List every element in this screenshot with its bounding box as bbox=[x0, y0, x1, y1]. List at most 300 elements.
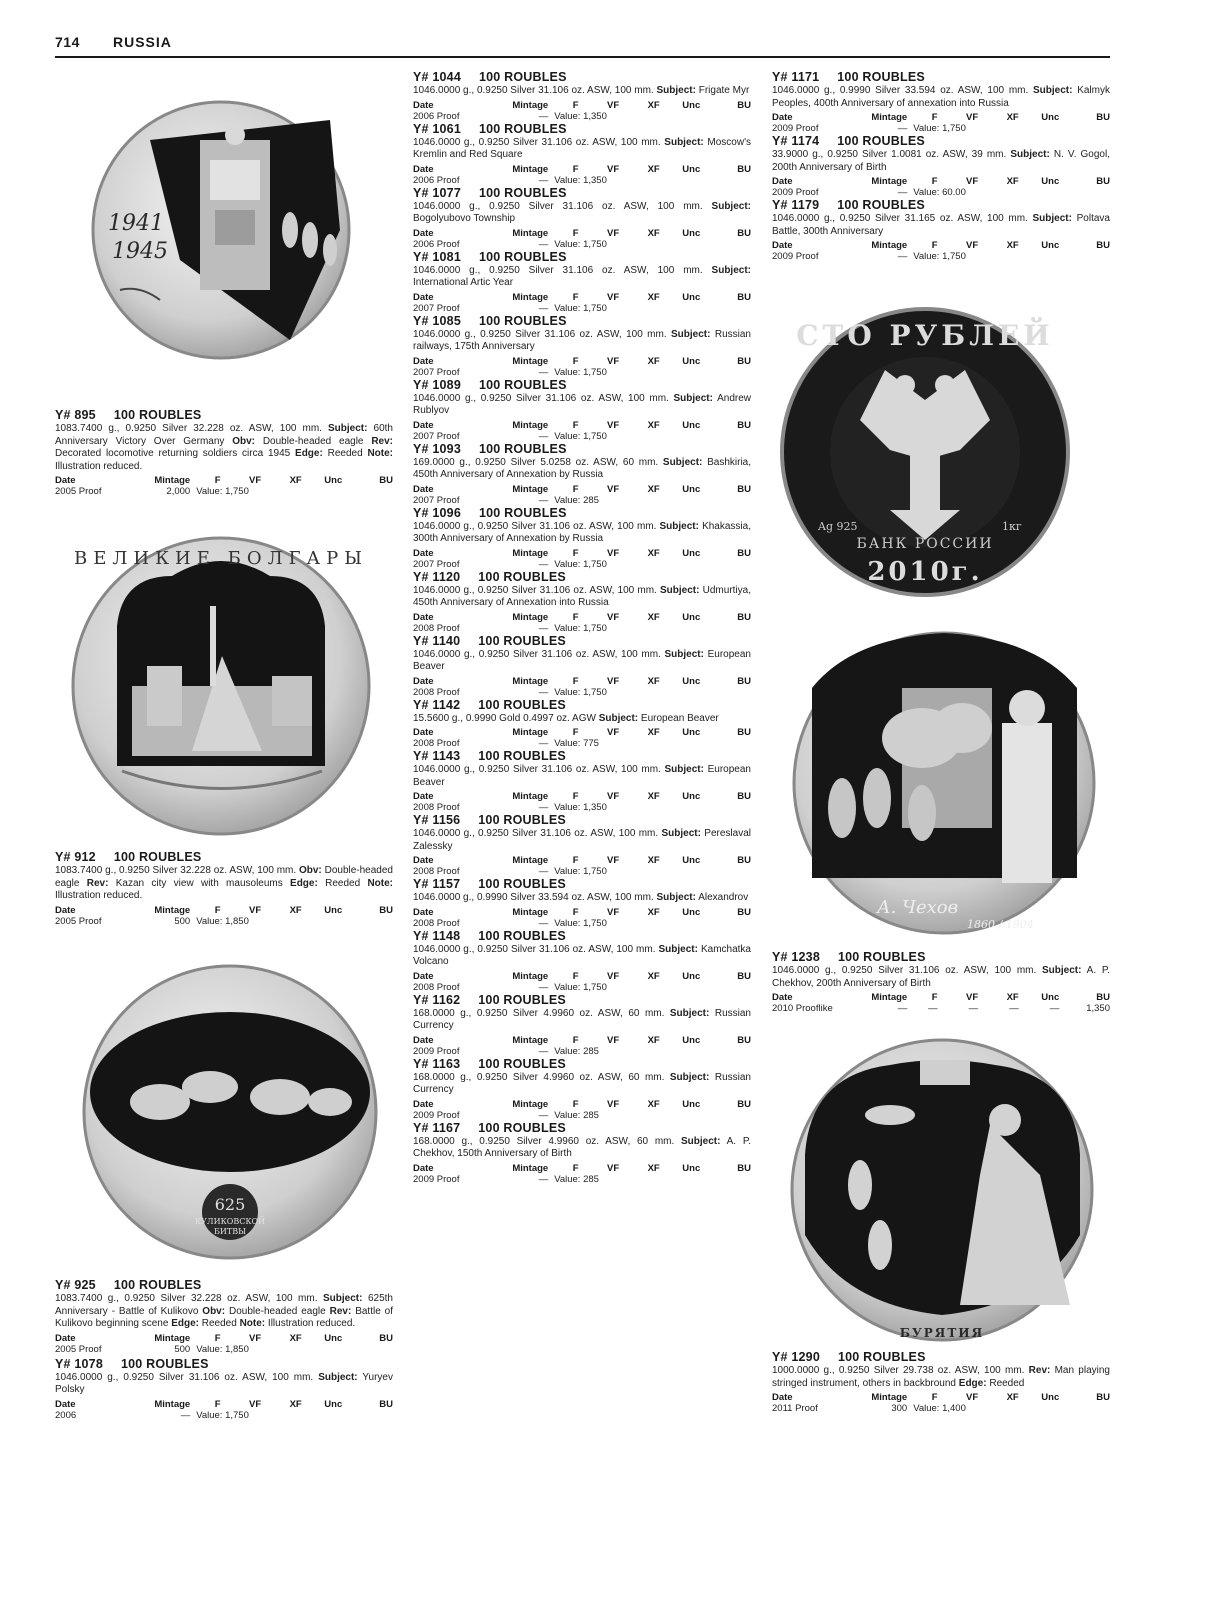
th-date: Date bbox=[772, 992, 793, 1003]
cell-date: 2008 Proof bbox=[413, 981, 460, 993]
table-row bbox=[413, 623, 751, 634]
entry-spec: 1046.0000 g., 0.9250 Silver 31.106 oz. ASW, 100 mm. bbox=[413, 943, 659, 955]
th-vf: VF bbox=[607, 675, 620, 687]
th-f: F bbox=[572, 547, 579, 559]
th-xf: XF bbox=[289, 1398, 302, 1410]
th-vf: VF bbox=[607, 611, 620, 623]
coin-legend-buryatia: БУРЯТИЯ bbox=[899, 1326, 985, 1340]
cell-mintage: — bbox=[538, 238, 549, 250]
entry-subject: Alexandrov bbox=[698, 892, 749, 903]
value-table bbox=[772, 174, 1110, 198]
entry-description bbox=[772, 213, 1110, 238]
th-f: F bbox=[572, 483, 579, 495]
entry-spec: 15.5600 g., 0.9990 Gold 0.4997 oz. AGW bbox=[413, 712, 599, 724]
value-table bbox=[772, 1390, 1110, 1414]
coin-entry bbox=[413, 442, 751, 506]
entry-spec: 1046.0000 g., 0.9250 Silver 31.106 oz. ASW, 100 mm. bbox=[413, 85, 657, 96]
th-unc: Unc bbox=[682, 611, 701, 623]
coin-entry bbox=[413, 570, 751, 634]
th-vf: VF bbox=[607, 1098, 620, 1110]
cell-value: Value: 1,750 bbox=[554, 981, 607, 993]
table-row bbox=[55, 1344, 393, 1355]
th-f: F bbox=[572, 227, 579, 239]
cell-unc: — bbox=[1049, 1003, 1060, 1014]
th-xf: XF bbox=[647, 483, 660, 495]
coin-entry bbox=[772, 198, 1110, 262]
th-mintage: Mintage bbox=[512, 483, 549, 495]
cell-mintage: — bbox=[538, 981, 549, 993]
cell-date: 2007 Proof bbox=[413, 366, 460, 378]
th-date: Date bbox=[413, 99, 434, 111]
th-xf: XF bbox=[647, 419, 660, 431]
entry-description bbox=[772, 149, 1110, 174]
cell-date: 2007 Proof bbox=[413, 302, 460, 314]
th-f: F bbox=[572, 291, 579, 303]
th-vf: VF bbox=[966, 992, 979, 1003]
th-unc: Unc bbox=[682, 791, 701, 802]
desc-label: Obv: bbox=[202, 1305, 226, 1317]
cell-value: Value: 1,400 bbox=[913, 1403, 966, 1414]
entry-description bbox=[413, 944, 751, 969]
value-table bbox=[55, 1397, 393, 1421]
desc-label: Subject: bbox=[328, 423, 368, 434]
table-row bbox=[413, 111, 751, 122]
value-table bbox=[413, 226, 751, 250]
th-f: F bbox=[931, 1392, 938, 1403]
entry-spec: 1046.0000 g., 0.9250 Silver 31.106 oz. ASW, 100 mm. bbox=[413, 200, 712, 212]
th-xf: XF bbox=[647, 99, 660, 111]
entry-spec: 168.0000 g., 0.9250 Silver 4.9960 oz. ASW, 60 mm. bbox=[413, 1135, 681, 1147]
desc-text: Reeded bbox=[198, 1318, 240, 1329]
entry-description bbox=[413, 764, 751, 789]
entry-y1238 bbox=[772, 950, 1110, 1014]
coin-legend-bottom: БАНК РОССИИ bbox=[856, 536, 994, 552]
subject-label: Subject: bbox=[660, 584, 700, 596]
cell-mintage: — bbox=[538, 366, 549, 378]
entry-spec: 169.0000 g., 0.9250 Silver 5.0258 oz. ASW, 60 mm. bbox=[413, 456, 663, 468]
coin-image-y925 bbox=[80, 962, 380, 1262]
table-row bbox=[413, 918, 751, 929]
entry-subject: Russian Currency bbox=[413, 1007, 751, 1031]
th-unc: Unc bbox=[682, 1098, 701, 1110]
cell-mintage: 500 bbox=[174, 915, 191, 927]
cell-date: 2006 Proof bbox=[413, 174, 460, 186]
th-vf: VF bbox=[607, 99, 620, 111]
cell-value: Value: 1,750 bbox=[554, 302, 607, 314]
cell-value: Value: 1,750 bbox=[554, 622, 607, 634]
th-unc: Unc bbox=[324, 475, 343, 486]
value-table bbox=[413, 674, 751, 698]
entry-id: Y# 1162 bbox=[413, 992, 461, 1007]
th-unc: Unc bbox=[682, 227, 701, 239]
th-vf: VF bbox=[607, 1162, 620, 1174]
cell-value: Value: 60.00 bbox=[913, 187, 966, 198]
entry-y925 bbox=[55, 1278, 393, 1421]
cell-mintage: 300 bbox=[891, 1403, 908, 1414]
desc-label: Subject: bbox=[323, 1293, 363, 1304]
th-f: F bbox=[572, 855, 579, 866]
entry-denomination: 100 ROUBLES bbox=[113, 408, 202, 422]
entry-spec: 168.0000 g., 0.9250 Silver 4.9960 oz. ASW, 60 mm. bbox=[413, 1071, 670, 1083]
th-mintage: Mintage bbox=[512, 291, 549, 303]
cell-date: 2010 Prooflike bbox=[772, 1003, 833, 1014]
th-bu: BU bbox=[737, 1162, 751, 1174]
th-unc: Unc bbox=[682, 483, 701, 495]
desc-text: 1046.0000 g., 0.9250 Silver 31.106 oz. ASW, 100 mm. bbox=[55, 1371, 319, 1383]
th-xf: XF bbox=[647, 355, 660, 367]
th-bu: BU bbox=[737, 291, 751, 303]
th-xf: XF bbox=[1006, 1392, 1019, 1403]
value-table bbox=[772, 238, 1110, 262]
th-date: Date bbox=[413, 483, 434, 495]
cell-value: Value: 1,750 bbox=[554, 917, 607, 929]
entry-id: Y# 1081 bbox=[413, 249, 461, 264]
th-bu: BU bbox=[737, 970, 751, 982]
th-xf: XF bbox=[647, 791, 660, 802]
coin-entry bbox=[413, 314, 751, 378]
value-table bbox=[413, 610, 751, 634]
entry-spec: 1046.0000 g., 0.9990 Silver 33.594 oz. ASW, 100 mm. bbox=[772, 85, 1034, 96]
cell-value: Value: 285 bbox=[554, 494, 599, 506]
th-mintage: Mintage bbox=[512, 727, 549, 738]
desc-text: Double-headed eagle bbox=[55, 865, 393, 889]
cell-date: 2009 Proof bbox=[413, 1109, 460, 1121]
coin-entry bbox=[772, 70, 1110, 134]
cell-mintage: — bbox=[897, 123, 908, 134]
subject-label: Subject: bbox=[681, 1135, 721, 1147]
cell-mintage: — bbox=[538, 1109, 549, 1121]
coin-entry bbox=[413, 1057, 751, 1121]
entry-denomination: 100 ROUBLES bbox=[478, 1120, 566, 1135]
subject-label: Subject: bbox=[598, 712, 639, 724]
entry-subject: Russian Currency bbox=[413, 1071, 751, 1095]
th-date: Date bbox=[413, 855, 434, 866]
th-mintage: Mintage bbox=[871, 240, 908, 251]
th-f: F bbox=[572, 675, 579, 687]
value-table bbox=[413, 969, 751, 993]
cell-value: Value: 1,350 bbox=[554, 174, 607, 186]
coin-entry bbox=[413, 1121, 751, 1185]
cell-date: 2007 Proof bbox=[413, 494, 460, 506]
table-row bbox=[413, 175, 751, 186]
cell-mintage: — bbox=[538, 1045, 549, 1057]
entry-subject: Bogolyubovo Township bbox=[413, 213, 516, 224]
th-mintage: Mintage bbox=[512, 675, 549, 687]
entry-description bbox=[413, 393, 751, 418]
desc-text: Illustration reduced. bbox=[55, 890, 143, 901]
subject-label: Subject: bbox=[664, 136, 704, 148]
entry-denomination: 100 ROUBLES bbox=[478, 877, 566, 891]
th-bu: BU bbox=[379, 475, 393, 486]
entry-subject: Kamchatka Volcano bbox=[413, 943, 751, 967]
cell-mintage: — bbox=[538, 1173, 549, 1185]
entry-description bbox=[772, 965, 1110, 990]
th-date: Date bbox=[413, 791, 434, 802]
th-mintage: Mintage bbox=[871, 1392, 908, 1403]
cell-date: 2005 Proof bbox=[55, 915, 102, 927]
entry-denomination: 100 ROUBLES bbox=[837, 70, 925, 84]
subject-label: Subject: bbox=[673, 392, 713, 404]
coin-image-y895 bbox=[90, 80, 352, 380]
th-vf: VF bbox=[607, 906, 620, 918]
entry-subject: Bashkiria, 450th Anniversary of Annexation by Russia bbox=[413, 456, 751, 480]
desc-label: Rev: bbox=[86, 877, 109, 889]
entry-description bbox=[413, 1008, 751, 1033]
subject-label: Subject: bbox=[1033, 85, 1073, 96]
th-f: F bbox=[572, 1034, 579, 1046]
cell-date: 2009 Proof bbox=[772, 123, 819, 134]
entry-description bbox=[413, 201, 751, 226]
th-xf: XF bbox=[647, 611, 660, 623]
entry-subject: Moscow's Kremlin and Red Square bbox=[413, 136, 751, 160]
cell-mintage: — bbox=[538, 558, 549, 570]
entry-subject: N. V. Gogol, 200th Anniversary of Birth bbox=[772, 149, 1110, 173]
entry-description bbox=[413, 828, 751, 853]
entry-denomination: 100 ROUBLES bbox=[478, 633, 566, 648]
entry-spec: 1046.0000 g., 0.9250 Silver 31.106 oz. ASW, 100 mm. bbox=[772, 965, 1043, 976]
entry-description bbox=[413, 457, 751, 482]
th-vf: VF bbox=[966, 176, 979, 187]
th-bu: BU bbox=[1096, 1392, 1110, 1403]
entry-subject: Andrew Rublyov bbox=[413, 392, 751, 416]
th-vf: VF bbox=[249, 475, 262, 486]
cell-value: Value: 285 bbox=[554, 1109, 599, 1121]
desc-text: Man playing stringed instrument, others in backbround bbox=[772, 1365, 1110, 1389]
th-date: Date bbox=[413, 1098, 434, 1110]
table-row bbox=[772, 251, 1110, 262]
entry-id: Y# 1140 bbox=[413, 633, 461, 648]
th-f: F bbox=[214, 1332, 221, 1344]
subject-label: Subject: bbox=[1010, 149, 1050, 160]
th-mintage: Mintage bbox=[512, 163, 549, 175]
entry-description bbox=[55, 865, 393, 903]
th-mintage: Mintage bbox=[871, 176, 908, 187]
entry-subject: A. P. Chekhov, 150th Anniversary of Birth bbox=[413, 1135, 751, 1159]
th-xf: XF bbox=[1006, 992, 1019, 1003]
value-table bbox=[413, 1033, 751, 1057]
entry-description bbox=[413, 265, 751, 290]
subject-label: Subject: bbox=[711, 200, 751, 212]
th-bu: BU bbox=[1096, 112, 1110, 123]
cell-date: 2009 Proof bbox=[772, 187, 819, 198]
cell-mintage: 2,000 bbox=[166, 486, 191, 497]
coin-legend-top: СТО РУБЛЕЙ bbox=[796, 319, 1054, 352]
th-xf: XF bbox=[647, 970, 660, 982]
entry-description bbox=[413, 137, 751, 162]
th-unc: Unc bbox=[682, 99, 701, 111]
th-mintage: Mintage bbox=[154, 1398, 191, 1410]
cell-value: Value: 1,350 bbox=[554, 110, 607, 122]
cell-value: Value: 285 bbox=[554, 1173, 599, 1185]
coin-entry bbox=[413, 378, 751, 442]
desc-text: Double-headed eagle bbox=[225, 1305, 330, 1317]
th-date: Date bbox=[55, 1332, 76, 1344]
value-table bbox=[413, 905, 751, 929]
th-date: Date bbox=[413, 355, 434, 367]
value-table bbox=[413, 162, 751, 186]
value-table bbox=[413, 725, 751, 749]
cell-mintage: — bbox=[538, 110, 549, 122]
th-xf: XF bbox=[289, 1332, 302, 1344]
subject-label: Subject: bbox=[664, 764, 704, 775]
th-xf: XF bbox=[1006, 176, 1019, 187]
value-table bbox=[413, 853, 751, 877]
entry-denomination: 100 ROUBLES bbox=[478, 313, 567, 328]
coin-image-y1238 bbox=[792, 628, 1097, 938]
entry-description bbox=[413, 713, 751, 726]
desc-label: Edge: bbox=[295, 448, 323, 459]
th-vf: VF bbox=[607, 483, 620, 495]
desc-text: Illustration reduced. bbox=[55, 460, 143, 472]
subject-label: Subject: bbox=[1042, 965, 1082, 976]
table-row bbox=[55, 916, 393, 927]
table-row bbox=[413, 559, 751, 570]
th-unc: Unc bbox=[682, 675, 701, 687]
th-xf: XF bbox=[647, 855, 660, 866]
coin-dates-chekhov: 1860 / 1904 bbox=[967, 918, 1034, 931]
entry-spec: 33.9000 g., 0.9250 Silver 1.0081 oz. ASW, 39 mm. bbox=[772, 149, 1011, 160]
th-f: F bbox=[931, 240, 938, 251]
entry-subject: Udmurtiya, 450th Anniversary of Annexation into Russia bbox=[413, 584, 751, 608]
entry-denomination: 100 ROUBLES bbox=[478, 749, 566, 763]
value-table bbox=[413, 98, 751, 122]
entry-y1290 bbox=[772, 1350, 1110, 1414]
page-header bbox=[55, 34, 1110, 58]
cell-mintage: 500 bbox=[174, 1343, 191, 1355]
entry-subject: Frigate Myr bbox=[698, 85, 750, 96]
subject-label: Subject: bbox=[1032, 213, 1072, 224]
desc-label: Obv: bbox=[298, 865, 322, 876]
th-mintage: Mintage bbox=[512, 419, 549, 431]
desc-text: 1000.0000 g., 0.9250 Silver 29.738 oz. ASW, 100 mm. bbox=[772, 1365, 1029, 1376]
entry-id: Y# 1157 bbox=[413, 877, 461, 891]
th-mintage: Mintage bbox=[154, 904, 191, 916]
th-xf: XF bbox=[647, 291, 660, 303]
table-row bbox=[772, 187, 1110, 198]
th-f: F bbox=[572, 163, 579, 175]
th-unc: Unc bbox=[682, 727, 701, 738]
entry-id: Y# 1163 bbox=[413, 1056, 461, 1071]
th-unc: Unc bbox=[682, 1162, 701, 1174]
entry-description bbox=[413, 585, 751, 610]
entry-id: Y# 1085 bbox=[413, 313, 461, 328]
entry-id: Y# 1089 bbox=[413, 377, 461, 392]
cell-mintage: — bbox=[538, 802, 549, 813]
desc-text: 625th Anniversary - Battle of Kulikovo bbox=[55, 1293, 393, 1317]
th-bu: BU bbox=[379, 1398, 393, 1410]
th-vf: VF bbox=[607, 855, 620, 866]
cell-mintage: — bbox=[897, 1003, 908, 1014]
th-date: Date bbox=[55, 1398, 76, 1410]
th-date: Date bbox=[413, 1034, 434, 1046]
coin-entry bbox=[413, 70, 751, 122]
entry-denomination: 100 ROUBLES bbox=[478, 441, 567, 456]
value-table bbox=[413, 1097, 751, 1121]
th-date: Date bbox=[413, 1162, 434, 1174]
table-row bbox=[413, 1174, 751, 1185]
table-row bbox=[413, 367, 751, 378]
cell-value: Value: 1,750 bbox=[554, 866, 607, 877]
desc-text: Battle of Kulikovo beginning scene bbox=[55, 1305, 393, 1329]
th-bu: BU bbox=[1096, 176, 1110, 187]
desc-label: Rev: bbox=[371, 435, 393, 447]
entry-spec: 1046.0000 g., 0.9250 Silver 31.106 oz. ASW, 100 mm. bbox=[413, 828, 662, 839]
entry-description bbox=[413, 521, 751, 546]
th-vf: VF bbox=[607, 970, 620, 982]
entry-id: Y# 1120 bbox=[413, 569, 461, 584]
th-vf: VF bbox=[607, 1034, 620, 1046]
th-unc: Unc bbox=[1041, 176, 1060, 187]
table-row bbox=[413, 239, 751, 250]
coin-year: 2010г. bbox=[867, 557, 983, 587]
entry-spec: 1046.0000 g., 0.9250 Silver 31.106 oz. ASW, 100 mm. bbox=[413, 392, 674, 404]
cell-date: 2008 Proof bbox=[413, 686, 460, 698]
th-bu: BU bbox=[737, 1098, 751, 1110]
subject-label: Subject: bbox=[664, 648, 704, 660]
entry-id: Y# 1238 bbox=[772, 950, 820, 964]
desc-text: Yuryev Polsky bbox=[55, 1371, 393, 1395]
desc-text: 1083.7400 g., 0.9250 Silver 32.228 oz. ASW, 100 mm. bbox=[55, 423, 329, 434]
entry-denomination: 100 ROUBLES bbox=[837, 950, 926, 964]
cell-mintage: — bbox=[538, 917, 549, 929]
subject-label: Subject: bbox=[669, 1071, 710, 1083]
subject-label: Subject: bbox=[656, 85, 696, 96]
table-row bbox=[55, 1410, 393, 1421]
coin-legend-kulikovo: КУЛИКОВСКОЙ bbox=[194, 1217, 266, 1226]
th-f: F bbox=[931, 992, 938, 1003]
entry-spec: 1046.0000 g., 0.9250 Silver 31.165 oz. ASW, 100 mm. bbox=[772, 213, 1033, 224]
entry-y912 bbox=[55, 850, 393, 927]
entry-id: Y# 1096 bbox=[413, 505, 461, 520]
desc-text: Reeded bbox=[322, 448, 368, 459]
th-bu: BU bbox=[737, 227, 751, 239]
desc-label: Obv: bbox=[232, 435, 256, 447]
entry-subject: European Beaver bbox=[413, 648, 751, 672]
th-unc: Unc bbox=[682, 970, 701, 982]
entry-id: Y# 1179 bbox=[772, 198, 820, 212]
cell-xf: — bbox=[1009, 1003, 1019, 1014]
entry-description bbox=[413, 892, 751, 905]
th-date: Date bbox=[413, 419, 434, 431]
country-title: RUSSIA bbox=[113, 34, 172, 50]
desc-text: Reeded bbox=[986, 1377, 1025, 1389]
entry-spec: 1046.0000 g., 0.9250 Silver 31.106 oz. ASW, 100 mm. bbox=[413, 584, 661, 596]
entry-id: Y# 1061 bbox=[413, 121, 461, 136]
cell-value: Value: 1,350 bbox=[554, 802, 607, 813]
cell-mintage: — bbox=[897, 187, 908, 198]
desc-text: Double-headed eagle bbox=[255, 435, 372, 447]
th-bu: BU bbox=[737, 791, 751, 802]
table-row bbox=[413, 866, 751, 877]
entry-id: Y# 895 bbox=[55, 408, 96, 422]
cell-mintage: — bbox=[538, 174, 549, 186]
entry-denomination: 100 ROUBLES bbox=[478, 928, 566, 943]
entry-description bbox=[772, 85, 1110, 110]
entry-denomination: 100 ROUBLES bbox=[478, 1056, 566, 1071]
entry-description bbox=[413, 1136, 751, 1161]
entry-denomination: 100 ROUBLES bbox=[113, 850, 202, 864]
entry-spec: 1046.0000 g., 0.9250 Silver 31.106 oz. ASW, 100 mm. bbox=[413, 328, 671, 340]
th-xf: XF bbox=[647, 163, 660, 175]
entry-id: Y# 1148 bbox=[413, 928, 461, 943]
cell-mintage: — bbox=[180, 1409, 191, 1421]
subject-label: Subject: bbox=[661, 828, 701, 839]
coin-entry bbox=[413, 877, 751, 929]
entry-spec: 1046.0000 g., 0.9250 Silver 31.106 oz. ASW, 100 mm. bbox=[413, 520, 660, 532]
desc-label: Edge: bbox=[958, 1377, 987, 1389]
th-bu: BU bbox=[737, 1034, 751, 1046]
th-vf: VF bbox=[607, 163, 620, 175]
